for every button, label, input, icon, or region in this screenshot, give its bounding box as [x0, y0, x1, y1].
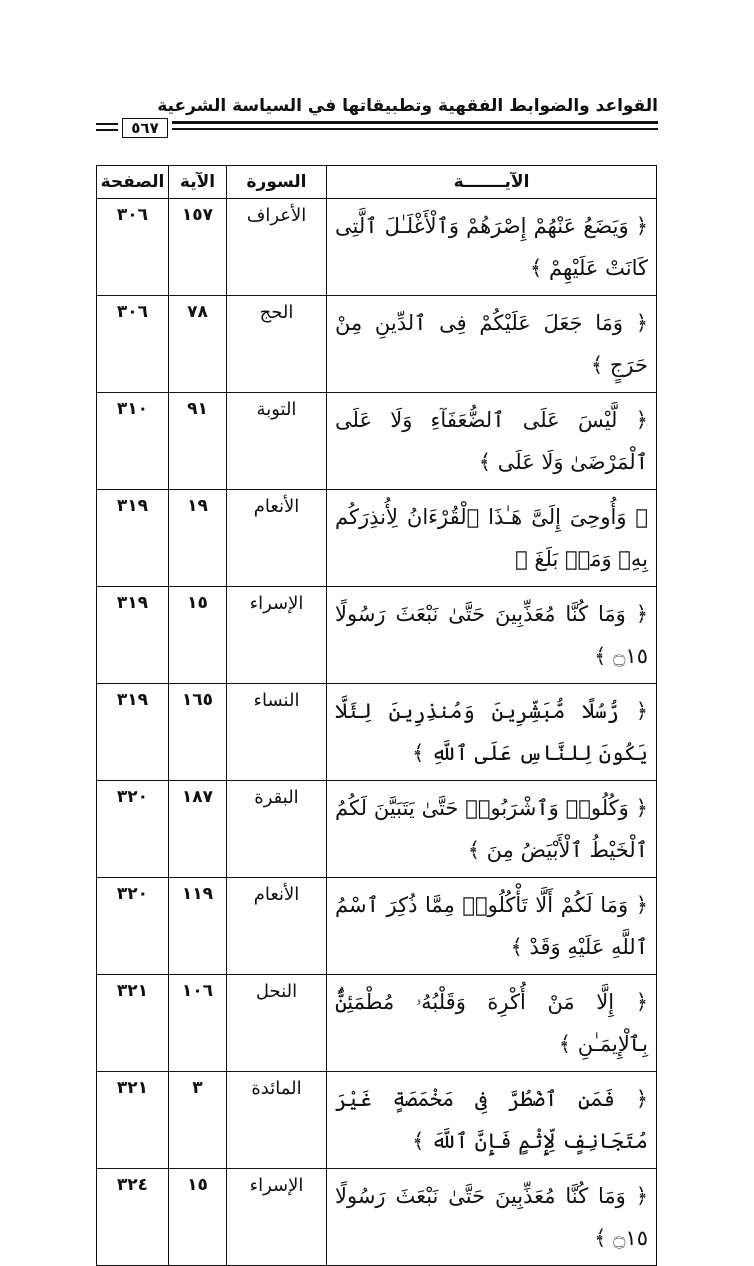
verse-cell: ﴿ وَيَضَعُ عَنْهُمْ إِصْرَهُمْ وَٱلْأَغْلَـٰلَ ٱلَّتِى كَانَتْ عَلَيْهِمْ ﴾	[327, 199, 657, 296]
ayah-cell: ١٦٥	[169, 684, 227, 781]
surah-cell: النساء	[227, 684, 327, 781]
verse-cell: ﴿ وَمَا كُنَّا مُعَذِّبِينَ حَتَّىٰ نَبْعَثَ رَسُولًا ۝١٥ ﴾	[327, 587, 657, 684]
rule-line	[172, 121, 658, 124]
ayah-cell: ١٩	[169, 490, 227, 587]
verse-cell: ﴿ إِلَّا مَنْ أُكْرِهَ وَقَلْبُهُۥ مُطْمَئِنٌّۢ بِٱلْإِيمَـٰنِ ﴾	[327, 975, 657, 1072]
page-number: ٥٦٧	[122, 118, 168, 138]
column-header-verse: الآيـــــــة	[327, 166, 657, 199]
running-header-title: القواعد والضوابط الفقهية وتطبيقاتها في السياسة الشرعية	[157, 96, 658, 116]
verse-cell: ﴿ فَمَنِ ٱضْطُرَّ فِى مَخْمَصَةٍ غَيْرَ مُتَجَانِفٍ لِّإِثْمٍ فَإِنَّ ٱللَّهَ ﴾	[327, 1072, 657, 1169]
verse-cell: ﴿ وَمَا جَعَلَ عَلَيْكُمْ فِى ٱلدِّينِ مِنْ حَرَجٍ ﴾	[327, 296, 657, 393]
table-row	[97, 975, 657, 1072]
surah-cell: المائدة	[227, 1072, 327, 1169]
page-cell: ٣٢١	[97, 975, 169, 1072]
surah-cell: التوبة	[227, 393, 327, 490]
ayah-cell: ٣	[169, 1072, 227, 1169]
ayah-cell: ١٥٧	[169, 199, 227, 296]
column-header-page: الصفحة	[97, 166, 169, 199]
surah-cell: النحل	[227, 975, 327, 1072]
table-row	[97, 199, 657, 296]
table-row	[97, 878, 657, 975]
page-cell: ٣١٩	[97, 684, 169, 781]
ayah-cell: ٧٨	[169, 296, 227, 393]
surah-cell: الإسراء	[227, 1169, 327, 1266]
verse-cell: ﴿ لَّيْسَ عَلَى ٱلضُّعَفَآءِ وَلَا عَلَى ٱلْمَرْضَىٰ وَلَا عَلَى ﴾	[327, 393, 657, 490]
surah-cell: البقرة	[227, 781, 327, 878]
table-row	[97, 490, 657, 587]
table-row	[97, 393, 657, 490]
surah-cell: الأعراف	[227, 199, 327, 296]
page-cell: ٣١٠	[97, 393, 169, 490]
surah-cell: الأنعام	[227, 490, 327, 587]
verses-index-table	[96, 165, 657, 1266]
surah-cell: الأنعام	[227, 878, 327, 975]
ayah-cell: ٩١	[169, 393, 227, 490]
column-header-surah: السورة	[227, 166, 327, 199]
page-cell: ٣١٩	[97, 587, 169, 684]
ayah-cell: ١٠٦	[169, 975, 227, 1072]
surah-cell: الإسراء	[227, 587, 327, 684]
page-cell: ٣٠٦	[97, 199, 169, 296]
verse-cell: ﴿ رُّسُلًا مُّبَشِّرِينَ وَمُنذِرِينَ لِئَلَّا يَكُونَ لِلنَّاسِ عَلَى ٱللَّهِ ﴾	[327, 684, 657, 781]
table-row	[97, 296, 657, 393]
table-row	[97, 1072, 657, 1169]
rule-dash	[96, 129, 118, 131]
ayah-cell: ١١٩	[169, 878, 227, 975]
page-cell: ٣٢٤	[97, 1169, 169, 1266]
table-row	[97, 781, 657, 878]
verse-cell: ﴿ وَأُوحِىَ إِلَىَّ هَـٰذَا ٱلْقُرْءَانُ لِأُنذِرَكُم بِهِۦ وَمَنۢ بَلَغَ ﴾	[327, 490, 657, 587]
verse-cell: ﴿ وَكُلُوا۟ وَٱشْرَبُوا۟ حَتَّىٰ يَتَبَيَّنَ لَكُمُ ٱلْخَيْطُ ٱلْأَبْيَضُ مِنَ ﴾	[327, 781, 657, 878]
verse-cell: ﴿ وَمَا لَكُمْ أَلَّا تَأْكُلُوا۟ مِمَّا ذُكِرَ ٱسْمُ ٱللَّهِ عَلَيْهِ وَقَدْ ﴾	[327, 878, 657, 975]
surah-cell: الحج	[227, 296, 327, 393]
page-cell: ٣٢٠	[97, 781, 169, 878]
verse-cell: ﴿ وَمَا كُنَّا مُعَذِّبِينَ حَتَّىٰ نَبْعَثَ رَسُولًا ۝١٥ ﴾	[327, 1169, 657, 1266]
ayah-cell: ١٥	[169, 587, 227, 684]
page-cell: ٣٠٦	[97, 296, 169, 393]
page-cell: ٣١٩	[97, 490, 169, 587]
table-row	[97, 684, 657, 781]
table-row	[97, 1169, 657, 1266]
rule-line	[172, 128, 658, 130]
table-header-row	[97, 166, 657, 199]
table-row	[97, 587, 657, 684]
rule-dash	[96, 123, 118, 125]
page-cell: ٣٢١	[97, 1072, 169, 1169]
column-header-ayah: الآية	[169, 166, 227, 199]
page-cell: ٣٢٠	[97, 878, 169, 975]
ayah-cell: ١٨٧	[169, 781, 227, 878]
ayah-cell: ١٥	[169, 1169, 227, 1266]
header-rule	[96, 118, 658, 138]
